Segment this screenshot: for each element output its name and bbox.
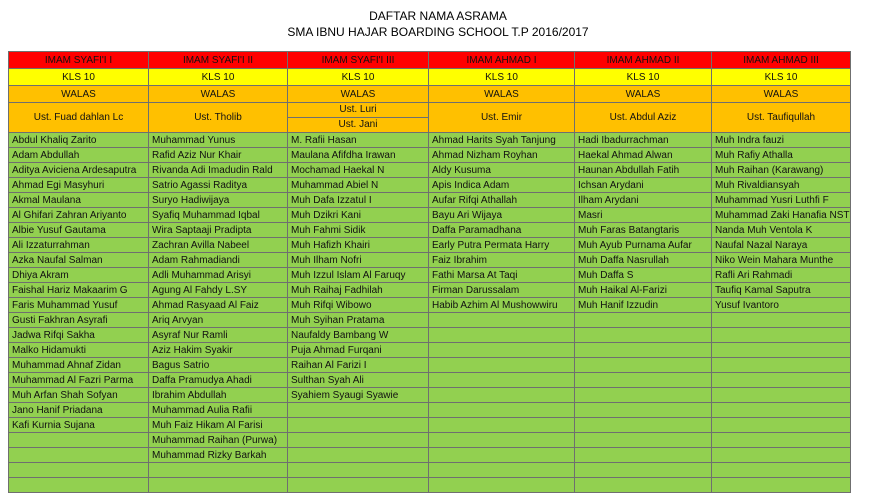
student-cell: Muh Haikal Al-Farizi xyxy=(575,283,712,298)
table-row xyxy=(9,298,851,313)
student-cell: Fathi Marsa At Taqi xyxy=(429,268,575,283)
student-cell xyxy=(712,448,851,463)
teacher-cell: Ust. Fuad dahlan Lc xyxy=(9,103,149,133)
table-row xyxy=(9,403,851,418)
student-cell xyxy=(575,358,712,373)
teacher-cell xyxy=(288,103,429,133)
table-row xyxy=(9,208,851,223)
teacher-cell: Ust. Tholib xyxy=(149,103,288,133)
student-cell: Bayu Ari Wijaya xyxy=(429,208,575,223)
teacher-name: Ust. Jani xyxy=(338,119,378,130)
student-cell: Nanda Muh Ventola K xyxy=(712,223,851,238)
student-cell: Muhammad Aulia Rafii xyxy=(149,403,288,418)
student-cell: Daffa Pramudya Ahadi xyxy=(149,373,288,388)
table-row xyxy=(9,283,851,298)
student-cell: Early Putra Permata Harry xyxy=(429,238,575,253)
student-cell: Ilham Arydani xyxy=(575,193,712,208)
table-row xyxy=(9,478,851,493)
student-cell xyxy=(575,463,712,478)
student-cell: Muh Ilham Nofri xyxy=(288,253,429,268)
student-cell xyxy=(288,418,429,433)
student-cell xyxy=(288,433,429,448)
table-row xyxy=(9,448,851,463)
class-cell: KLS 10 xyxy=(9,69,149,86)
table-row xyxy=(9,388,851,403)
walas-label: WALAS xyxy=(149,86,288,103)
student-cell: Muh Faiz Hikam Al Farisi xyxy=(149,418,288,433)
dormitory-table xyxy=(8,51,851,493)
house-header: IMAM AHMAD II xyxy=(575,52,712,69)
student-cell: Azka Naufal Salman xyxy=(9,253,149,268)
student-cell: Adli Muhammad Arisyi xyxy=(149,268,288,283)
student-cell: Muhammad Al Fazri Parma xyxy=(9,373,149,388)
student-cell xyxy=(575,388,712,403)
student-cell xyxy=(429,388,575,403)
class-cell: KLS 10 xyxy=(575,69,712,86)
student-cell: Ahmad Nizham Royhan xyxy=(429,148,575,163)
student-cell: Hadi Ibadurrachman xyxy=(575,133,712,148)
student-cell: Adam Rahmadiandi xyxy=(149,253,288,268)
student-cell: Naufaldy Bambang W xyxy=(288,328,429,343)
student-cell: Aditya Aviciena Ardesaputra xyxy=(9,163,149,178)
student-cell: Muh Hanif Izzudin xyxy=(575,298,712,313)
table-row xyxy=(9,238,851,253)
table-row xyxy=(9,163,851,178)
student-cell: Muh Faras Batangtaris xyxy=(575,223,712,238)
class-cell: KLS 10 xyxy=(712,69,851,86)
student-cell: Muh Izzul Islam Al Faruqy xyxy=(288,268,429,283)
student-cell: Muh Indra fauzi xyxy=(712,133,851,148)
student-cell: Muh Hafizh Khairi xyxy=(288,238,429,253)
student-cell xyxy=(712,433,851,448)
student-cell: Sulthan Syah Ali xyxy=(288,373,429,388)
student-cell xyxy=(9,478,149,493)
student-cell xyxy=(288,463,429,478)
student-cell: Rivanda Adi Imadudin Rald xyxy=(149,163,288,178)
student-cell xyxy=(288,448,429,463)
student-cell: Haekal Ahmad Alwan xyxy=(575,148,712,163)
student-cell: Yusuf Ivantoro xyxy=(712,298,851,313)
student-cell: Aldy Kusuma xyxy=(429,163,575,178)
house-header: IMAM SYAFI'I II xyxy=(149,52,288,69)
student-cell: Muh Daffa Nasrullah xyxy=(575,253,712,268)
table-row xyxy=(9,223,851,238)
student-cell: Muh Dzikri Kani xyxy=(288,208,429,223)
table-row xyxy=(9,178,851,193)
student-cell: Muhammad Yunus xyxy=(149,133,288,148)
student-cell xyxy=(429,463,575,478)
student-cell: Muh Fahmi Sidik xyxy=(288,223,429,238)
table-row xyxy=(9,148,851,163)
student-cell: Ichsan Arydani xyxy=(575,178,712,193)
student-cell: Abdul Khaliq Zarito xyxy=(9,133,149,148)
student-cell: Satrio Agassi Raditya xyxy=(149,178,288,193)
student-cell: Suryo Hadiwijaya xyxy=(149,193,288,208)
student-cell xyxy=(429,328,575,343)
student-cell: Albie Yusuf Gautama xyxy=(9,223,149,238)
student-cell: Muh Raihan (Karawang) xyxy=(712,163,851,178)
student-cell: Muhammad Yusri Luthfi F xyxy=(712,193,851,208)
student-cell: Muhammad Ahnaf Zidan xyxy=(9,358,149,373)
student-cell xyxy=(429,358,575,373)
house-header: IMAM SYAFI'I III xyxy=(288,52,429,69)
student-cell xyxy=(429,418,575,433)
house-header: IMAM AHMAD III xyxy=(712,52,851,69)
table-row xyxy=(9,358,851,373)
student-cell: Muhammad Raihan (Purwa) xyxy=(149,433,288,448)
student-cell: Jano Hanif Priadana xyxy=(9,403,149,418)
student-cell xyxy=(712,313,851,328)
student-cell xyxy=(429,403,575,418)
student-cell xyxy=(429,478,575,493)
student-cell xyxy=(575,448,712,463)
student-cell: Muh Arfan Shah Sofyan xyxy=(9,388,149,403)
student-cell xyxy=(288,478,429,493)
student-cell: Faris Muhammad Yusuf xyxy=(9,298,149,313)
student-cell: Ahmad Harits Syah Tanjung xyxy=(429,133,575,148)
student-cell: Al Ghifari Zahran Ariyanto xyxy=(9,208,149,223)
student-cell xyxy=(712,373,851,388)
teacher-row xyxy=(9,103,851,133)
walas-label: WALAS xyxy=(9,86,149,103)
student-cell xyxy=(9,433,149,448)
student-cell xyxy=(429,343,575,358)
table-row xyxy=(9,253,851,268)
table-row xyxy=(9,418,851,433)
student-cell: Apis Indica Adam xyxy=(429,178,575,193)
student-cell xyxy=(712,343,851,358)
student-cell: Malko Hidamukti xyxy=(9,343,149,358)
student-cell xyxy=(712,478,851,493)
house-header: IMAM SYAFI'I I xyxy=(9,52,149,69)
student-cell: Ibrahim Abdullah xyxy=(149,388,288,403)
student-cell: Muh Rifqi Wibowo xyxy=(288,298,429,313)
student-cell: Muh Rivaldiansyah xyxy=(712,178,851,193)
teacher-cell: Ust. Abdul Aziz xyxy=(575,103,712,133)
table-row xyxy=(9,268,851,283)
walas-label: WALAS xyxy=(429,86,575,103)
class-cell: KLS 10 xyxy=(149,69,288,86)
student-cell: Raihan Al Farizi I xyxy=(288,358,429,373)
student-cell: Ahmad Rasyaad Al Faiz xyxy=(149,298,288,313)
teacher-cell: Ust. Emir xyxy=(429,103,575,133)
student-cell: Wira Saptaaji Pradipta xyxy=(149,223,288,238)
student-cell: Taufiq Kamal Saputra xyxy=(712,283,851,298)
student-cell xyxy=(429,433,575,448)
student-cell: Muh Syihan Pratama xyxy=(288,313,429,328)
student-cell xyxy=(575,418,712,433)
table-row xyxy=(9,133,851,148)
student-cell xyxy=(575,478,712,493)
student-cell: M. Rafii Hasan xyxy=(288,133,429,148)
student-cell xyxy=(149,463,288,478)
page-title: DAFTAR NAMA ASRAMA xyxy=(369,9,507,23)
student-cell xyxy=(288,403,429,418)
class-cell: KLS 10 xyxy=(429,69,575,86)
student-cell: Muh Rafiy Athalla xyxy=(712,148,851,163)
student-cell: Zachran Avilla Nabeel xyxy=(149,238,288,253)
student-cell: Muhammad Zaki Hanafia NST xyxy=(712,208,851,223)
house-header-row xyxy=(9,52,851,69)
student-cell: Niko Wein Mahara Munthe xyxy=(712,253,851,268)
house-header: IMAM AHMAD I xyxy=(429,52,575,69)
student-cell: Ariq Arvyan xyxy=(149,313,288,328)
student-cell xyxy=(575,403,712,418)
student-cell: Masri xyxy=(575,208,712,223)
student-cell: Maulana Afifdha Irawan xyxy=(288,148,429,163)
student-cell: Ali Izzaturrahman xyxy=(9,238,149,253)
walas-label: WALAS xyxy=(712,86,851,103)
student-cell: Muh Dafa Izzatul I xyxy=(288,193,429,208)
student-cell: Asyraf Nur Ramli xyxy=(149,328,288,343)
student-cell xyxy=(429,373,575,388)
student-cell xyxy=(429,313,575,328)
page-subtitle: SMA IBNU HAJAR BOARDING SCHOOL T.P 2016/2017 xyxy=(287,25,589,39)
table-row xyxy=(9,313,851,328)
student-cell: Akmal Maulana xyxy=(9,193,149,208)
student-cell: Dhiya Akram xyxy=(9,268,149,283)
student-cell: Gusti Fakhran Asyrafi xyxy=(9,313,149,328)
student-cell xyxy=(575,373,712,388)
student-cell: Muh Ayub Purnama Aufar xyxy=(575,238,712,253)
student-cell: Muhammad Abiel N xyxy=(288,178,429,193)
class-row xyxy=(9,69,851,86)
student-cell xyxy=(712,388,851,403)
student-cell: Haunan Abdullah Fatih xyxy=(575,163,712,178)
teacher-name: Ust. Luri xyxy=(288,103,428,118)
student-cell xyxy=(575,328,712,343)
student-cell xyxy=(712,463,851,478)
student-cell: Mochamad Haekal N xyxy=(288,163,429,178)
student-cell: Faishal Hariz Makaarim G xyxy=(9,283,149,298)
table-row xyxy=(9,463,851,478)
student-cell: Kafi Kurnia Sujana xyxy=(9,418,149,433)
student-cell: Muh Daffa S xyxy=(575,268,712,283)
student-cell: Syafiq Muhammad Iqbal xyxy=(149,208,288,223)
student-cell: Ahmad Egi Masyhuri xyxy=(9,178,149,193)
student-cell: Firman Darussalam xyxy=(429,283,575,298)
student-cell xyxy=(712,358,851,373)
teacher-cell: Ust. Taufiqullah xyxy=(712,103,851,133)
student-cell: Rafli Ari Rahmadi xyxy=(712,268,851,283)
student-cell: Jadwa Rifqi Sakha xyxy=(9,328,149,343)
table-row xyxy=(9,433,851,448)
student-cell: Agung Al Fahdy L.SY xyxy=(149,283,288,298)
student-cell: Habib Azhim Al Mushowwiru xyxy=(429,298,575,313)
student-cell: Aziz Hakim Syakir xyxy=(149,343,288,358)
walas-label: WALAS xyxy=(288,86,429,103)
student-cell: Syahiem Syaugi Syawie xyxy=(288,388,429,403)
walas-label: WALAS xyxy=(575,86,712,103)
walas-label-row xyxy=(9,86,851,103)
student-cell: Naufal Nazal Naraya xyxy=(712,238,851,253)
class-cell: KLS 10 xyxy=(288,69,429,86)
student-cell: Puja Ahmad Furqani xyxy=(288,343,429,358)
student-cell xyxy=(149,478,288,493)
student-cell xyxy=(429,448,575,463)
student-cell xyxy=(712,328,851,343)
student-cell: Aufar Rifqi Athallah xyxy=(429,193,575,208)
student-cell: Daffa Paramadhana xyxy=(429,223,575,238)
student-cell: Bagus Satrio xyxy=(149,358,288,373)
student-cell: Rafid Aziz Nur Khair xyxy=(149,148,288,163)
student-cell xyxy=(9,448,149,463)
table-row xyxy=(9,328,851,343)
student-cell xyxy=(9,463,149,478)
table-row xyxy=(9,343,851,358)
student-cell xyxy=(575,313,712,328)
student-cell xyxy=(575,433,712,448)
table-row xyxy=(9,373,851,388)
student-cell: Muhammad Rizky Barkah xyxy=(149,448,288,463)
student-cell: Faiz Ibrahim xyxy=(429,253,575,268)
student-cell: Adam Abdullah xyxy=(9,148,149,163)
student-cell xyxy=(712,418,851,433)
student-cell xyxy=(712,403,851,418)
student-cell: Muh Raihaj Fadhilah xyxy=(288,283,429,298)
student-cell xyxy=(575,343,712,358)
table-row xyxy=(9,193,851,208)
